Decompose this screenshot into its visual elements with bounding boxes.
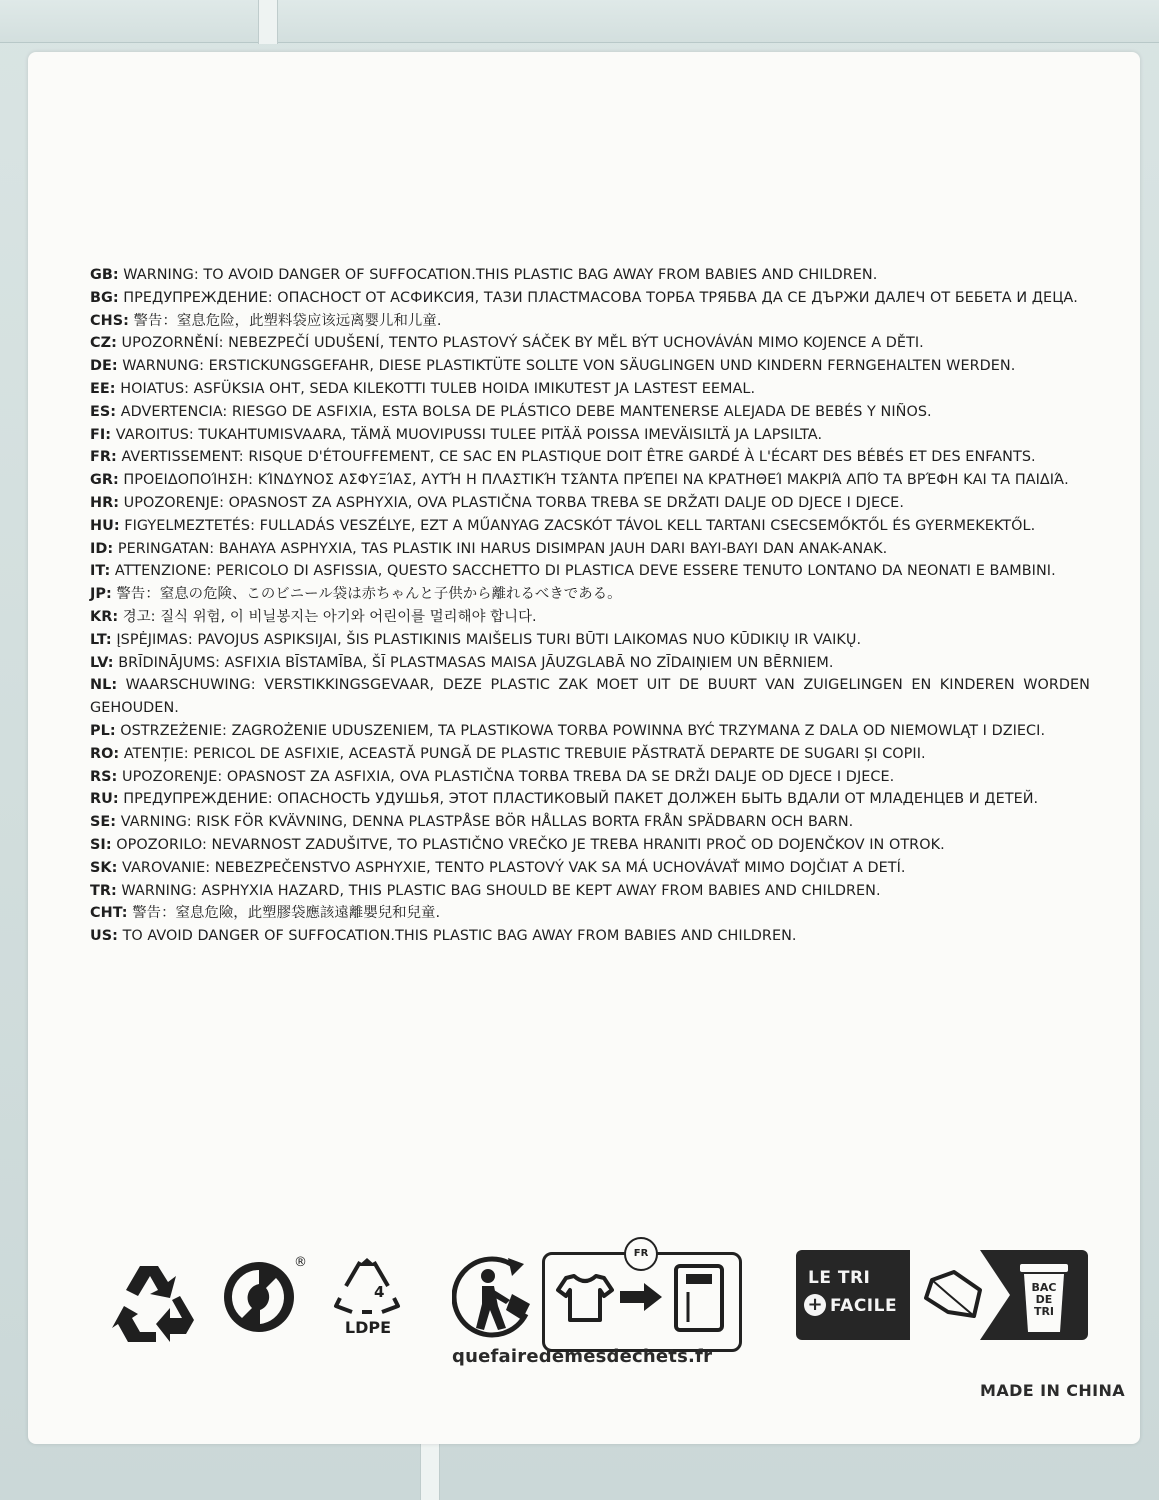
warning-text: AVERTISSEMENT: RISQUE D'ÉTOUFFEMENT, CE SAC EN PLASTIQUE DOIT ÊTRE GARDÉ À L'ÉCART DES BÉBÉS ET DES ENFANTS.	[116, 449, 1036, 466]
le-tri-label: LE TRI	[808, 1268, 871, 1288]
language-code: DE:	[90, 358, 118, 375]
language-code: NL:	[90, 677, 118, 694]
warning-line	[90, 925, 1090, 948]
warning-line	[90, 492, 1090, 515]
language-code: FI:	[90, 426, 112, 443]
bin-label-line2: DE	[1035, 1293, 1053, 1306]
warning-line	[90, 264, 1090, 287]
plus-icon: +	[804, 1294, 826, 1316]
warning-text: OSTRZEŻENIE: ZAGROŻENIE UDUSZENIEM, TA PLASTIKOWA TORBA POWINNA BYĆ TRZYMANA Z DALA OD NIEMOWLĄT I DZIECI.	[115, 722, 1046, 739]
language-code: TR:	[90, 882, 117, 899]
warning-line	[90, 378, 1090, 401]
warning-line	[90, 788, 1090, 811]
bin-label-line1: BAC	[1031, 1281, 1057, 1294]
language-code: SE:	[90, 814, 117, 831]
warning-text: UPOZORENJE: OPASNOST ZA ASPHYXIA, OVA PLASTIČNA TORBA TREBA SE DRŽATI DALJE OD DJECE I DJECE.	[119, 494, 904, 511]
warning-text: 경고: 질식 위험, 이 비닐봉지는 아기와 어린이를 멀리해야 합니다.	[118, 608, 537, 625]
warning-line	[90, 834, 1090, 857]
facile-label: FACILE	[830, 1296, 898, 1316]
warning-text: ADVERTENCIA: RIESGO DE ASFIXIA, ESTA BOLSA DE PLÁSTICO DEBE MANTENERSE ALEJADA DE BEBÉS Y NIÑOS.	[116, 403, 932, 420]
recycle-icon	[110, 1262, 198, 1342]
textile-container-icon	[672, 1262, 726, 1334]
warning-line	[90, 880, 1090, 903]
warning-text: UPOZORENJE: OPASNOST ZA ASFIXIA, OVA PLASTIČNA TORBA TREBA DA SE DRŽI DALJE OD DJECE I DJECE.	[117, 768, 895, 785]
warning-line	[90, 355, 1090, 378]
warning-line	[90, 674, 1090, 720]
warning-line	[90, 902, 1090, 925]
warning-line	[90, 629, 1090, 652]
warning-text: 警告：窒息危险，此塑料袋应该远离婴儿和儿童.	[128, 312, 442, 329]
warning-line	[90, 720, 1090, 743]
warning-text: HOIATUS: ASFÜKSIA OHT, SEDA KILEKOTTI TULEB HOIDA IMIKUTEST JA LASTEST EEMAL.	[115, 380, 756, 397]
bag-tab-bottom	[420, 1440, 440, 1500]
language-code: ID:	[90, 540, 114, 557]
warning-line	[90, 583, 1090, 606]
warning-text: WARNUNG: ERSTICKUNGSGEFAHR, DIESE PLASTIKTÜTE SOLLTE VON SÄUGLINGEN UND KINDERN FERNGEHALTEN WERDEN.	[117, 358, 1016, 375]
warning-text: ПРЕДУПРЕЖДЕНИЕ: ОПАСНОСТ ОТ АСФИКСИЯ, ТАЗИ ПЛАСТМАСОВА ТОРБА ТРЯБВА ДА СЕ ДЪРЖИ ДАЛЕЧ ОТ БЕБЕТА И ДЕЦА.	[118, 289, 1078, 306]
warning-line	[90, 811, 1090, 834]
warning-text: PERINGATAN: BAHAYA ASPHYXIA, TAS PLASTIK INI HARUS DISIMPAN JAUH DARI BAYI-BAYI DAN ANAK-ANAK.	[113, 540, 888, 557]
bag-tab-top	[258, 0, 278, 44]
language-code: RU:	[90, 791, 119, 808]
sorting-arrow-panel	[910, 1250, 1020, 1340]
warning-text: ΠΡΟΕΙΔΟΠΟΊΗΣΗ: ΚΊΝΔΥΝΟΣ ΑΣΦΥΞΊΑΣ, ΑΥΤΉ Η ΠΛΑΣΤΙΚΉ ΤΣΆΝΤΑ ΠΡΈΠΕΙ ΝΑ ΚΡΑΤΗΘΕΊ ΜΑΚΡΙΆ ΑΠΌ ΤΑ ΒΡΈΦΗ ΚΑΙ ΤΑ ΠΑΙΔΙΆ.	[118, 472, 1069, 489]
warning-text: BRĪDINĀJUMS: ASFIXIA BĪSTAMĪBA, ŠĪ PLASTMASAS MAISA JĀUZGLABĀ NO ZĪDAIŅIEM UN BĒRNIEM.	[113, 654, 834, 671]
warning-line	[90, 332, 1090, 355]
warning-line	[90, 766, 1090, 789]
language-code: KR:	[90, 608, 119, 625]
warning-line	[90, 857, 1090, 880]
warning-line	[90, 424, 1090, 447]
bin-label-line3: TRI	[1033, 1305, 1055, 1318]
warning-text: ĮSPĖJIMAS: PAVOJUS ASPIKSIJAI, ŠIS PLASTIKINIS MAIŠELIS TURI BŪTI LAIKOMAS NUO KŪDIKIŲ IR VAIKŲ.	[111, 631, 862, 648]
warning-text: TO AVOID DANGER OF SUFFOCATION.THIS PLASTIC BAG AWAY FROM BABIES AND CHILDREN.	[117, 928, 797, 945]
warning-text: WARNING: ASPHYXIA HAZARD, THIS PLASTIC BAG SHOULD BE KEPT AWAY FROM BABIES AND CHILDREN.	[116, 882, 881, 899]
registered-mark: ®	[294, 1255, 307, 1270]
warning-text: VARNING: RISK FÖR KVÄVNING, DENNA PLASTPÅSE BÖR HÅLLAS BORTA FRÅN SPÄDBARN OCH BARN.	[116, 814, 854, 831]
info-website: quefairedemesdechets.fr	[452, 1346, 713, 1367]
language-code: RS:	[90, 768, 118, 785]
warning-line	[90, 515, 1090, 538]
warning-text: VAROVANIE: NEBEZPEČENSTVO ASPHYXIE, TENTO PLASTOVÝ VAK SA MÁ UCHOVÁVAŤ MIMO DOJČIAT A DETÍ.	[117, 859, 906, 876]
warning-line	[90, 606, 1090, 629]
language-code: CHT:	[90, 905, 128, 922]
bag-top-seam	[0, 0, 1159, 43]
tshirt-icon	[556, 1272, 614, 1324]
warning-line	[90, 310, 1090, 333]
warning-line	[90, 446, 1090, 469]
warning-text: UPOZORNĚNÍ: NEBEZPEČÍ UDUŠENÍ, TENTO PLASTOVÝ SÁČEK BY MĚL BÝT UCHOVÁVÁN MIMO KOJENCE A DĚTI.	[116, 335, 924, 352]
warning-text: ATENȚIE: PERICOL DE ASFIXIE, ACEASTĂ PUNGĂ DE PLASTIC TREBUIE PĂSTRATĂ DEPARTE DE SUGARI ȘI COPII.	[119, 745, 926, 762]
triman-country-badge: FR	[624, 1237, 658, 1271]
language-code: LV:	[90, 654, 114, 671]
language-code: HR:	[90, 494, 120, 511]
language-code: GR:	[90, 472, 119, 489]
language-code: US:	[90, 928, 118, 945]
language-code: IT:	[90, 563, 111, 580]
warning-text: FIGYELMEZTETÉS: FULLADÁS VESZÉLYE, EZT A MŰANYAG ZACSKÓT TÁVOL KELL TARTANI CSECSEMŐKTŐL ÉS GYERMEKEKTŐL.	[119, 517, 1036, 534]
language-code: GB:	[90, 267, 119, 283]
language-code: BG:	[90, 289, 119, 306]
language-code: HU:	[90, 517, 120, 534]
warning-text: WARNING: TO AVOID DANGER OF SUFFOCATION.THIS PLASTIC BAG AWAY FROM BABIES AND CHILDREN.	[118, 267, 878, 283]
bin-label	[1024, 1282, 1064, 1318]
warning-text: OPOZORILO: NEVARNOST ZADUŠITVE, TO PLASTIČNO VREČKO JE TREBA HRANITI PROČ OD DOJENČKOV IN OTROK.	[111, 836, 945, 853]
warning-line	[90, 652, 1090, 675]
warning-line	[90, 538, 1090, 561]
country-of-origin: MADE IN CHINA	[980, 1381, 1126, 1400]
ldpe-recycle-triangle-icon	[332, 1256, 402, 1318]
language-code: SK:	[90, 859, 118, 876]
language-code: CHS:	[90, 312, 129, 329]
warning-line	[90, 401, 1090, 424]
warning-line	[90, 287, 1090, 310]
language-code: LT:	[90, 631, 112, 648]
warning-text: 警告：窒息の危険、このビニール袋は赤ちゃんと子供から離れるべきである。	[111, 586, 622, 603]
warning-line	[90, 469, 1090, 492]
arrow-right-icon	[618, 1282, 664, 1312]
language-code: JP:	[90, 586, 112, 603]
language-code: SI:	[90, 836, 112, 853]
warning-text: VAROITUS: TUKAHTUMISVAARA, TÄMÄ MUOVIPUSSI TULEE PITÄÄ POISSA IMEVÄISILTÄ JA LAPSILTA.	[111, 426, 823, 443]
language-code: EE:	[90, 380, 116, 397]
triman-person-icon	[452, 1254, 538, 1342]
warning-text: 警告：窒息危險，此塑膠袋應該遠離嬰兒和兒童.	[127, 905, 441, 922]
warning-line	[90, 743, 1090, 766]
language-code: FR:	[90, 449, 117, 466]
language-code: RO:	[90, 745, 120, 762]
warning-text: ATTENZIONE: PERICOLO DI ASFISSIA, QUESTO SACCHETTO DI PLASTICA DEVE ESSERE TENUTO LONTANO DA NEONATI E BAMBINI.	[110, 563, 1056, 580]
warning-line	[90, 560, 1090, 583]
warning-text-block	[90, 264, 1090, 948]
warning-text: WAARSCHUWING: VERSTIKKINGSGEVAAR, DEZE PLASTIC ZAK MOET UIT DE BUURT VAN ZUIGELINGEN EN KINDEREN WORDEN GEHOUDEN.	[90, 677, 1090, 717]
language-code: ES:	[90, 403, 117, 420]
green-dot-icon	[222, 1260, 296, 1334]
language-code: CZ:	[90, 335, 117, 352]
resin-code-label: LDPE	[344, 1318, 392, 1337]
warning-text: ПРЕДУПРЕЖДЕНИЕ: ОПАСНОСТЬ УДУШЬЯ, ЭТОТ ПЛАСТИКОВЫЙ ПАКЕТ ДОЛЖЕН БЫТЬ ВДАЛИ ОТ МЛАДЕНЦЕВ И ДЕТЕЙ.	[118, 791, 1039, 808]
resin-code-number: 4	[374, 1283, 385, 1301]
language-code: PL:	[90, 722, 116, 739]
